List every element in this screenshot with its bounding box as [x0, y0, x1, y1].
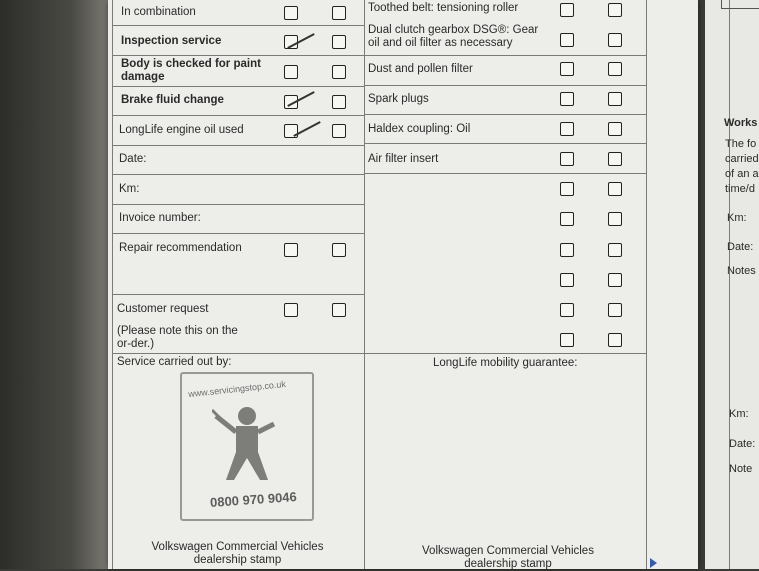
- checkbox-body-check-b[interactable]: [332, 65, 346, 79]
- label-please-note: (Please note this on the or-der.): [117, 325, 238, 350]
- label-dsg-gearbox: Dual clutch gearbox DSG®: Gear oil and oil filter as necessary: [368, 24, 539, 49]
- checkbox-inspection-b[interactable]: [332, 35, 346, 49]
- row-line: [112, 233, 364, 234]
- mechanic-figure-icon: [212, 402, 282, 482]
- checkbox-in-combination-b[interactable]: [332, 6, 346, 20]
- checkbox-customer-b[interactable]: [332, 303, 346, 317]
- label-invoice-number: Invoice number:: [119, 212, 201, 224]
- adjacent-page: [705, 0, 759, 569]
- checkbox-repair-a[interactable]: [284, 243, 298, 257]
- dealership-stamp-right: Volkswagen Commercial Vehicles dealership stamp: [422, 545, 594, 570]
- page2-text-line: time/d: [725, 183, 755, 195]
- checkbox-brake-fluid-b[interactable]: [332, 95, 346, 109]
- checkbox-right-6a[interactable]: [560, 152, 574, 166]
- checkbox-right-9a[interactable]: [560, 243, 574, 257]
- row-line: [112, 174, 364, 175]
- checkbox-right-4b[interactable]: [608, 92, 622, 106]
- page2-notes-2: Note: [729, 463, 753, 475]
- checkbox-right-2a[interactable]: [560, 33, 574, 47]
- checkbox-right-5a[interactable]: [560, 122, 574, 136]
- row-line: [112, 145, 364, 146]
- checkbox-right-5b[interactable]: [608, 122, 622, 136]
- page2-border: [729, 0, 730, 569]
- row-line: [364, 85, 646, 86]
- stamp-url: www.servicingstop.co.uk: [187, 378, 287, 400]
- background-surface: [0, 0, 120, 569]
- checkbox-right-11a[interactable]: [560, 303, 574, 317]
- checkbox-right-7b[interactable]: [608, 182, 622, 196]
- checkbox-right-6b[interactable]: [608, 152, 622, 166]
- checkbox-right-12a[interactable]: [560, 333, 574, 347]
- row-line: [112, 204, 364, 205]
- checkbox-repair-b[interactable]: [332, 243, 346, 257]
- checkbox-right-8a[interactable]: [560, 212, 574, 226]
- label-body-check: Body is checked for paint damage: [121, 58, 261, 83]
- page2-date-2: Date:: [729, 438, 756, 450]
- label-haldex: Haldex coupling: Oil: [368, 123, 471, 135]
- next-page-arrow-icon: [650, 558, 657, 568]
- right-border: [646, 0, 647, 569]
- page2-text-line: of an a: [725, 168, 759, 180]
- label-pollen-filter: Dust and pollen filter: [368, 63, 473, 75]
- page2-km-2: Km:: [729, 408, 749, 420]
- checkbox-right-3b[interactable]: [608, 62, 622, 76]
- label-spark-plugs: Spark plugs: [368, 93, 429, 105]
- label-km: Km:: [119, 183, 140, 195]
- stamp-phone: 0800 970 9046: [209, 488, 298, 511]
- checkbox-right-11b[interactable]: [608, 303, 622, 317]
- page2-heading: Works: [724, 117, 758, 129]
- page2-text-line: The fo: [725, 138, 757, 150]
- checkbox-right-1b[interactable]: [608, 3, 622, 17]
- checkbox-right-10a[interactable]: [560, 273, 574, 287]
- checkbox-in-combination-a[interactable]: [284, 6, 298, 20]
- checkbox-customer-a[interactable]: [284, 303, 298, 317]
- page2-date-1: Date:: [727, 241, 754, 253]
- row-line: [112, 55, 364, 56]
- row-line: [364, 143, 646, 144]
- checkbox-right-9b[interactable]: [608, 243, 622, 257]
- row-line: [112, 353, 646, 354]
- row-line: [112, 86, 364, 87]
- page2-box: [721, 0, 759, 9]
- dealer-stamp: [180, 372, 314, 521]
- label-longlife-guarantee: LongLife mobility guarantee:: [433, 357, 578, 369]
- checkbox-right-7a[interactable]: [560, 182, 574, 196]
- label-service-carried-out: Service carried out by:: [117, 356, 232, 368]
- row-line: [364, 55, 646, 56]
- checkbox-right-3a[interactable]: [560, 62, 574, 76]
- label-inspection-service: Inspection service: [121, 35, 222, 47]
- checkbox-longlife-b[interactable]: [332, 124, 346, 138]
- page2-text: [725, 137, 759, 197]
- label-repair-recommendation: Repair recommendation: [119, 242, 242, 254]
- label-toothed-belt: Toothed belt: tensioning roller: [368, 2, 519, 14]
- dealership-stamp-left: Volkswagen Commercial Vehicles dealership stamp: [151, 541, 324, 566]
- checkbox-right-2b[interactable]: [608, 33, 622, 47]
- row-line: [112, 115, 364, 116]
- checkbox-right-1a[interactable]: [560, 3, 574, 17]
- label-customer-request: Customer request: [117, 303, 209, 315]
- label-date: Date:: [119, 153, 147, 165]
- row-line: [364, 114, 646, 115]
- row-line: [364, 173, 646, 174]
- checkbox-right-10b[interactable]: [608, 273, 622, 287]
- page2-notes-1: Notes: [727, 265, 756, 277]
- page2-km-1: Km:: [727, 212, 747, 224]
- checkbox-right-12b[interactable]: [608, 333, 622, 347]
- checkbox-body-check-a[interactable]: [284, 65, 298, 79]
- checkbox-right-8b[interactable]: [608, 212, 622, 226]
- checkbox-right-4a[interactable]: [560, 92, 574, 106]
- label-brake-fluid: Brake fluid change: [121, 94, 224, 106]
- row-line: [112, 294, 364, 295]
- label-longlife-oil: LongLife engine oil used: [119, 124, 244, 136]
- page2-text-line: carried: [725, 153, 759, 165]
- label-air-filter: Air filter insert: [368, 153, 439, 165]
- label-in-combination: In combination: [121, 6, 196, 18]
- row-line: [112, 25, 364, 26]
